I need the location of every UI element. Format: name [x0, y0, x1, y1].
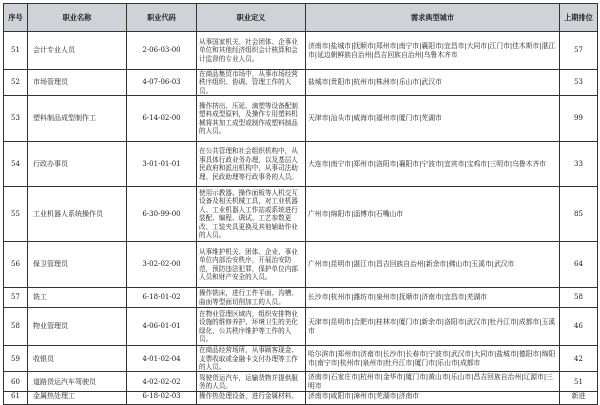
occupation-definition: 驾驶货运汽车，运输货物并提供服务的人员。 [197, 372, 306, 392]
occupation-code: 4-06-01-01 [127, 308, 197, 346]
occupation-name: 铣工 [28, 288, 127, 308]
row-no: 51 [4, 32, 28, 70]
row-no: 53 [4, 96, 28, 142]
typical-cities: 长沙市|杭州市|潍坊市|泉州市|抚顺市|济南市|宜昌市|芜湖市 [306, 288, 560, 308]
typical-cities: 盐城市|贵阳市|杭州市|株洲市|乐山市|武汉市 [306, 70, 560, 96]
occupation-definition: 在公共管理和社会组织机构中，从事具体行政业务办理，以及基层人民政府和派出机构中，从事司法助理、民政助理等行政事务的人员。 [197, 142, 306, 187]
table-row [4, 96, 598, 142]
row-no: 52 [4, 70, 28, 96]
occupation-code: 3-02-02-00 [127, 242, 197, 288]
occupation-name: 物业管理员 [28, 308, 127, 346]
occupation-name: 工业机器人系统操作员 [28, 187, 127, 242]
occupation-name: 道路货运汽车驾驶员 [28, 372, 127, 392]
previous-rank: 51 [560, 372, 598, 392]
occupation-name: 会计专业人员 [28, 32, 127, 70]
previous-rank: 33 [560, 142, 598, 187]
typical-cities: 天津市|汕头市|威海市|福州市|厦门市|芜湖市 [306, 96, 560, 142]
previous-rank: 57 [560, 32, 598, 70]
occupation-name: 收银员 [28, 346, 127, 372]
header-previous-rank: 上期排位 [560, 4, 598, 32]
occupation-name: 塑料制品成型制作工 [28, 96, 127, 142]
occupation-definition: 在商品集贸市场中，从事市场经营秩序组织、协调、管理工作的人员。 [197, 70, 306, 96]
row-no: 61 [4, 392, 28, 405]
typical-cities: 济南市|咸阳市|漳州市|芜湖市|济南市 [306, 392, 560, 405]
occupation-code: 4-07-06-03 [127, 70, 197, 96]
occupation-code: 6-14-02-00 [127, 96, 197, 142]
occupation-demand-table [3, 3, 597, 405]
table-row [4, 242, 598, 288]
header-typical-cities: 需求典型城市 [306, 4, 560, 32]
table-row [4, 308, 598, 346]
table-row [4, 288, 598, 308]
row-no: 60 [4, 372, 28, 392]
typical-cities: 天津市|昆明市|合肥市|桂林市|厦门市|新余市|洛阳市|武汉市|牡丹江市|成都市|玉溪市 [306, 308, 560, 346]
occupation-definition: 操作铣床，进行工件平面、沟槽、曲面等型面切削加工的人员。 [197, 288, 306, 308]
occupation-name: 保卫管理员 [28, 242, 127, 288]
typical-cities: 广州市|绵阳市|淄博市|石嘴山市 [306, 187, 560, 242]
typical-cities: 广州市|昆明市|湛江市|昌吉回族自治州|新余市|佛山市|玉溪市|武汉市 [306, 242, 560, 288]
typical-cities: 大连市|南宁市|郑州市|洛阳市|襄阳市|宁波市|宜宾市|宝鸡市|三明市|乌鲁木齐市 [306, 142, 560, 187]
row-no: 58 [4, 308, 28, 346]
occupation-code: 6-18-01-02 [127, 288, 197, 308]
occupation-definition: 在商品经营场所，从事顾客现金、支票收取或金融卡支付办理等工作的人员。 [197, 346, 306, 372]
occupation-definition: 从事维护机关、团体、企业、事业单位内部治安秩序，开展治安防范，预防违法犯罪，保护单位内部人员和财产安全的人员。 [197, 242, 306, 288]
table-row [4, 32, 598, 70]
previous-rank: 42 [560, 346, 598, 372]
row-no: 56 [4, 242, 28, 288]
row-no: 54 [4, 142, 28, 187]
table-row [4, 70, 598, 96]
previous-rank: 46 [560, 308, 598, 346]
table-row [4, 187, 598, 242]
occupation-name: 市场管理员 [28, 70, 127, 96]
table-row [4, 346, 598, 372]
occupation-definition: 使用示教器、操作面板等人机交互设备及相关机械工具，对工业机器人、工业机器人工作站或系统进行装配、编程、调试、工艺参数更改、工装夹具更换及其他辅助作业的人员。 [197, 187, 306, 242]
row-no: 55 [4, 187, 28, 242]
header-occupation-name: 职业名称 [28, 4, 127, 32]
typical-cities: 济南市|石家庄市|杭州市|金华市|厦门市|黄山市|乐山市|昌吉回族自治州|辽源市|三明市 [306, 372, 560, 392]
table-header-row [4, 4, 598, 32]
typical-cities: 哈尔滨市|郑州市|济南市|长沙市|长春市|宁波市|武汉市|大同市|盐城市|德阳市|绵阳市|南宁市|杭州市|泉州市|牡丹江市|厦门市|乐山市|成都市 [306, 346, 560, 372]
occupation-definition: 操作热处理设备，进行金属材料、 [197, 392, 306, 405]
occupation-code: 4-02-02-02 [127, 372, 197, 392]
header-no: 序号 [4, 4, 28, 32]
occupation-name: 金属热处理工 [28, 392, 127, 405]
occupation-code: 6-30-99-00 [127, 187, 197, 242]
header-occupation-code: 职业代码 [127, 4, 197, 32]
table-row [4, 142, 598, 187]
occupation-definition: 从事国家机关、社会团体、企事业单位和其他经济组织会计核算和会计监督的专业人员。 [197, 32, 306, 70]
occupation-name: 行政办事员 [28, 142, 127, 187]
table-row [4, 392, 598, 405]
occupation-definition: 操作挤出、压延、滴塑等设备配制塑料成型原料，及操作专用塑料机械将其加工成型或制作成塑料制品的人员。 [197, 96, 306, 142]
occupation-code: 3-01-01-01 [127, 142, 197, 187]
typical-cities: 济南市|盐城市|抚顺市|郑州市|南宁市|襄阳市|宜昌市|大同市|江门市|佳木斯市|湛江市|延边朝鲜族自治州|昌吉回族自治州|乌鲁木齐市 [306, 32, 560, 70]
occupation-definition: 在物业管理区域内，组织安排物业设施的维修养护、环境卫生的美化绿化、公共秩序维护等工作的人员。 [197, 308, 306, 346]
occupation-code: 6-18-02-03 [127, 392, 197, 405]
row-no: 59 [4, 346, 28, 372]
previous-rank: 85 [560, 187, 598, 242]
occupation-code: 2-06-03-00 [127, 32, 197, 70]
previous-rank: 新进 [560, 392, 598, 405]
occupation-code: 4-01-02-04 [127, 346, 197, 372]
previous-rank: 99 [560, 96, 598, 142]
previous-rank: 53 [560, 70, 598, 96]
previous-rank: 64 [560, 242, 598, 288]
previous-rank: 58 [560, 288, 598, 308]
row-no: 57 [4, 288, 28, 308]
table-row [4, 372, 598, 392]
header-occupation-definition: 职业定义 [197, 4, 306, 32]
